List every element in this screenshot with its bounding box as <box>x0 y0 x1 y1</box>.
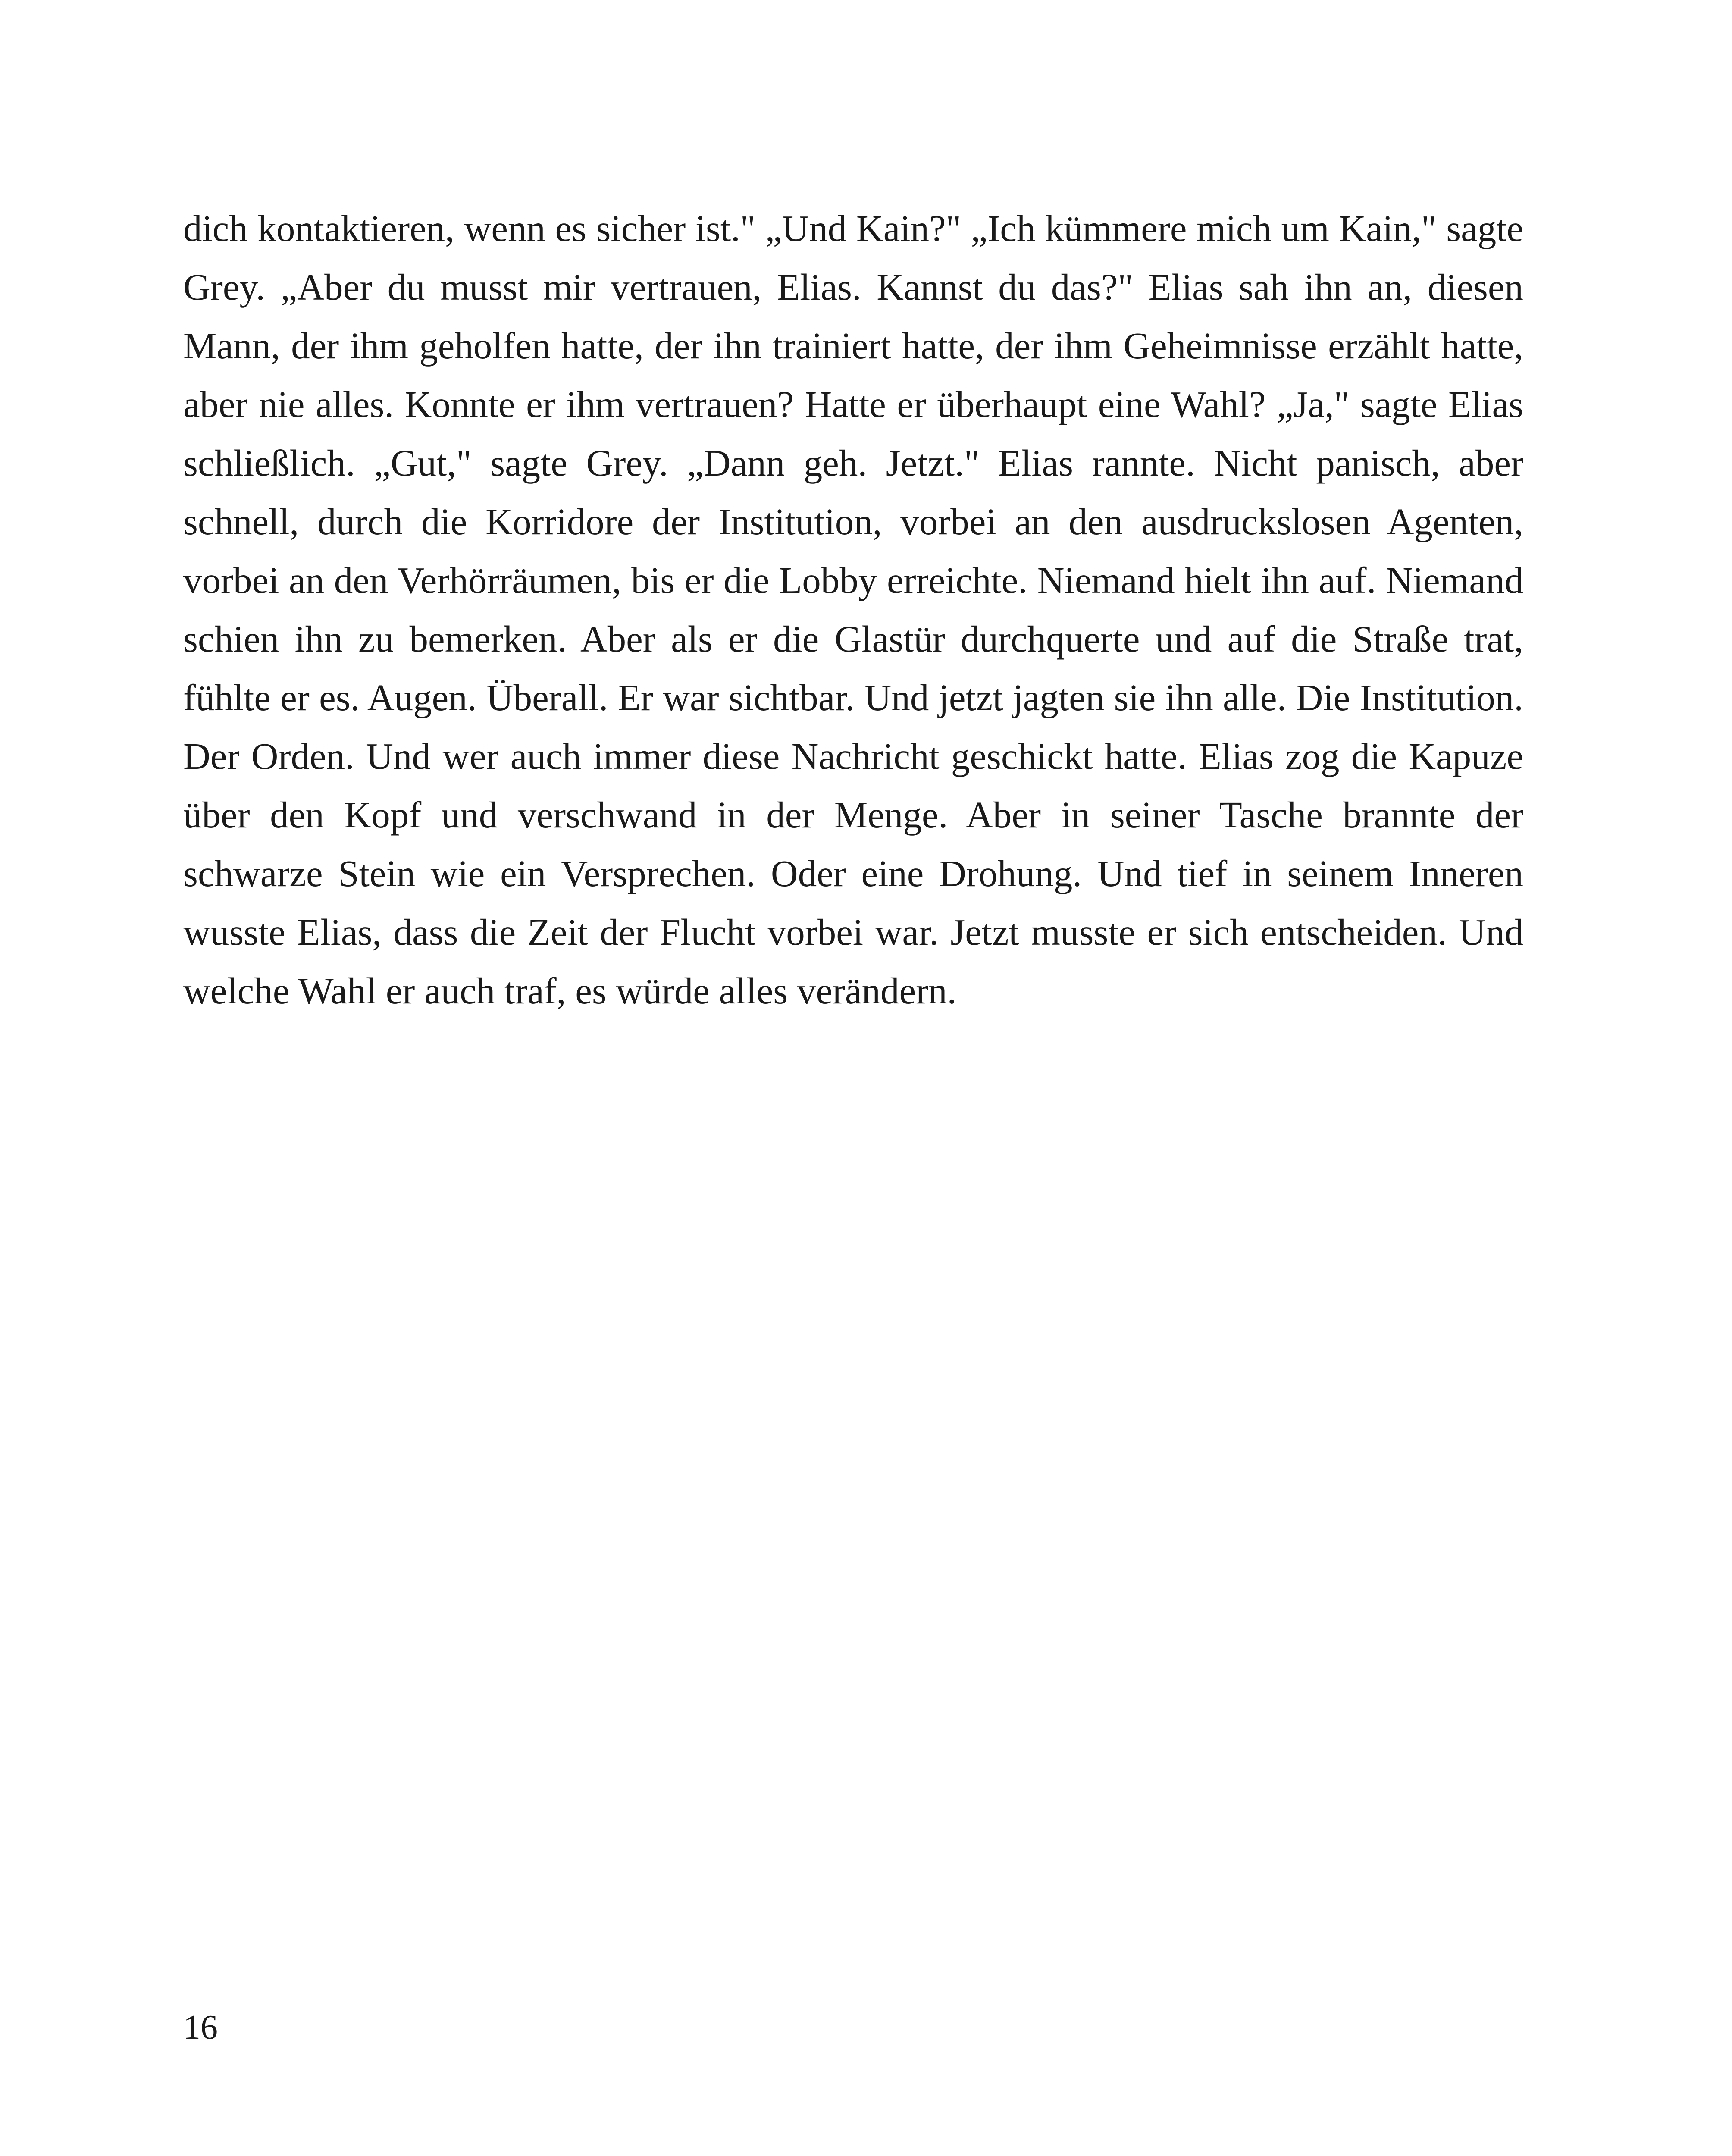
body-paragraph: dich kontaktieren, wenn es sicher ist." „Und Kain?" „Ich kümmere mich um Kain," sagte Grey. „Aber du musst mir vertrauen, Elias. Kannst du das?" Elias sah ihn an, diesen Mann, der ihm geholfen hatte, der ihn trainiert hatte, der ihm Geheimnisse erzählt hatte, aber nie alles. Konnte er ihm vertrauen? Hatte er überhaupt eine Wahl? „Ja," sagte Elias schließlich. „Gut," sagte Grey. „Dann geh. Jetzt." Elias rannte. Nicht panisch, aber schnell, durch die Korridore der Institution, vorbei an den ausdruckslosen Agenten, vorbei an den Verhörräumen, bis er die Lobby erreichte. Niemand hielt ihn auf. Niemand schien ihn zu bemerken. Aber als er die Glastür durchquerte und auf die Straße trat, fühlte er es. Augen. Überall. Er war sichtbar. Und jetzt jagten sie ihn alle. Die Institution. Der Orden. Und wer auch immer diese Nachricht geschickt hatte. Elias zog die Kapuze über den Kopf und verschwand in der Menge. Aber in seiner Tasche brannte der schwarze Stein wie ein Versprechen. Oder eine Drohung. Und tief in seinem Inneren wusste Elias, dass die Zeit der Flucht vorbei war. Jetzt musste er sich entscheiden. Und welche Wahl er auch traf, es würde alles verändern. <box>183 207 1523 1012</box>
page-number: 16 <box>183 2009 218 2046</box>
